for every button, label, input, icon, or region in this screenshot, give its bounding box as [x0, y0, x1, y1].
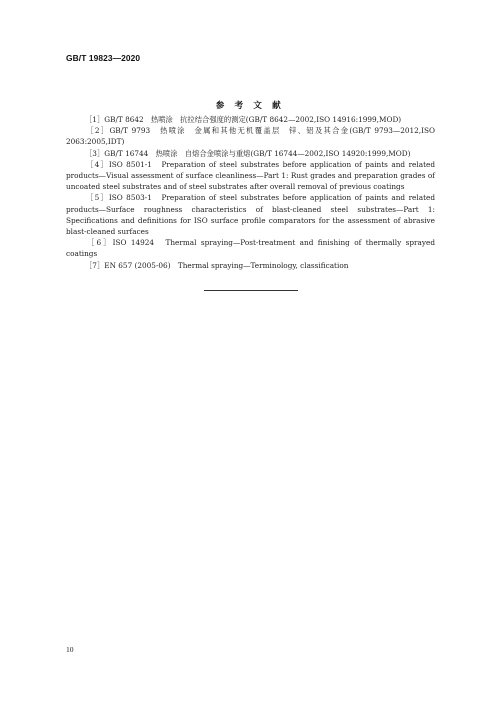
- reference-number: ［1］: [85, 115, 105, 124]
- reference-text: ISO 8503-1 Preparation of steel substrates before application of paints and related products—Surface roughness characteristics of blast-cleaned steel substrates—Part 1: Specifications and definitions for ISO surface profile comparators for the assessment of abrasive blast-cleaned surfaces: [66, 193, 435, 237]
- reference-item: [66, 114, 435, 125]
- reference-text: GB/T 8642 热喷涂 抗拉结合强度的测定(GB/T 8642—2002,ISO 14916:1999,MOD): [104, 115, 402, 124]
- reference-number: ［3］: [85, 148, 105, 158]
- reference-item: [66, 260, 435, 271]
- reference-item: [66, 159, 435, 193]
- document-id-header: GB/T 19823—2020: [66, 53, 141, 63]
- reference-item: [66, 125, 435, 147]
- reference-number: ［5］: [85, 193, 109, 203]
- reference-item: [66, 192, 435, 237]
- reference-list: [66, 114, 435, 271]
- reference-text: ISO 14924 Thermal spraying—Post-treatment and finishing of thermally sprayed coatings: [66, 238, 435, 259]
- reference-text: GB/T 9793 热喷涂 金属和其他无机覆盖层 锌、铝及其合金(GB/T 9793—2012,ISO 2063:2005,IDT): [66, 126, 435, 147]
- page-number: 10: [66, 645, 74, 654]
- reference-number: ［7］: [85, 260, 105, 270]
- reference-text: ISO 8501-1 Preparation of steel substrates before application of paints and related products—Visual assessment of surface cleanliness—Part 1: Rust grades and preparation grades of uncoated steel substrates and of steel substrates after overall removal of previous coatings: [66, 159, 435, 192]
- reference-number: ［6］: [85, 238, 113, 248]
- references-title: 参 考 文 献: [215, 101, 285, 111]
- reference-text: GB/T 16744 热喷涂 自熔合金喷涂与重熔(GB/T 16744—2002,ISO 14920:1999,MOD): [104, 148, 411, 158]
- reference-item: [66, 237, 435, 259]
- reference-item: [66, 148, 435, 159]
- end-of-document-rule: [204, 290, 298, 291]
- reference-text: EN 657 (2005-06) Thermal spraying—Terminology, classification: [104, 260, 349, 270]
- reference-number: ［2］: [85, 126, 110, 136]
- reference-number: ［4］: [85, 159, 109, 169]
